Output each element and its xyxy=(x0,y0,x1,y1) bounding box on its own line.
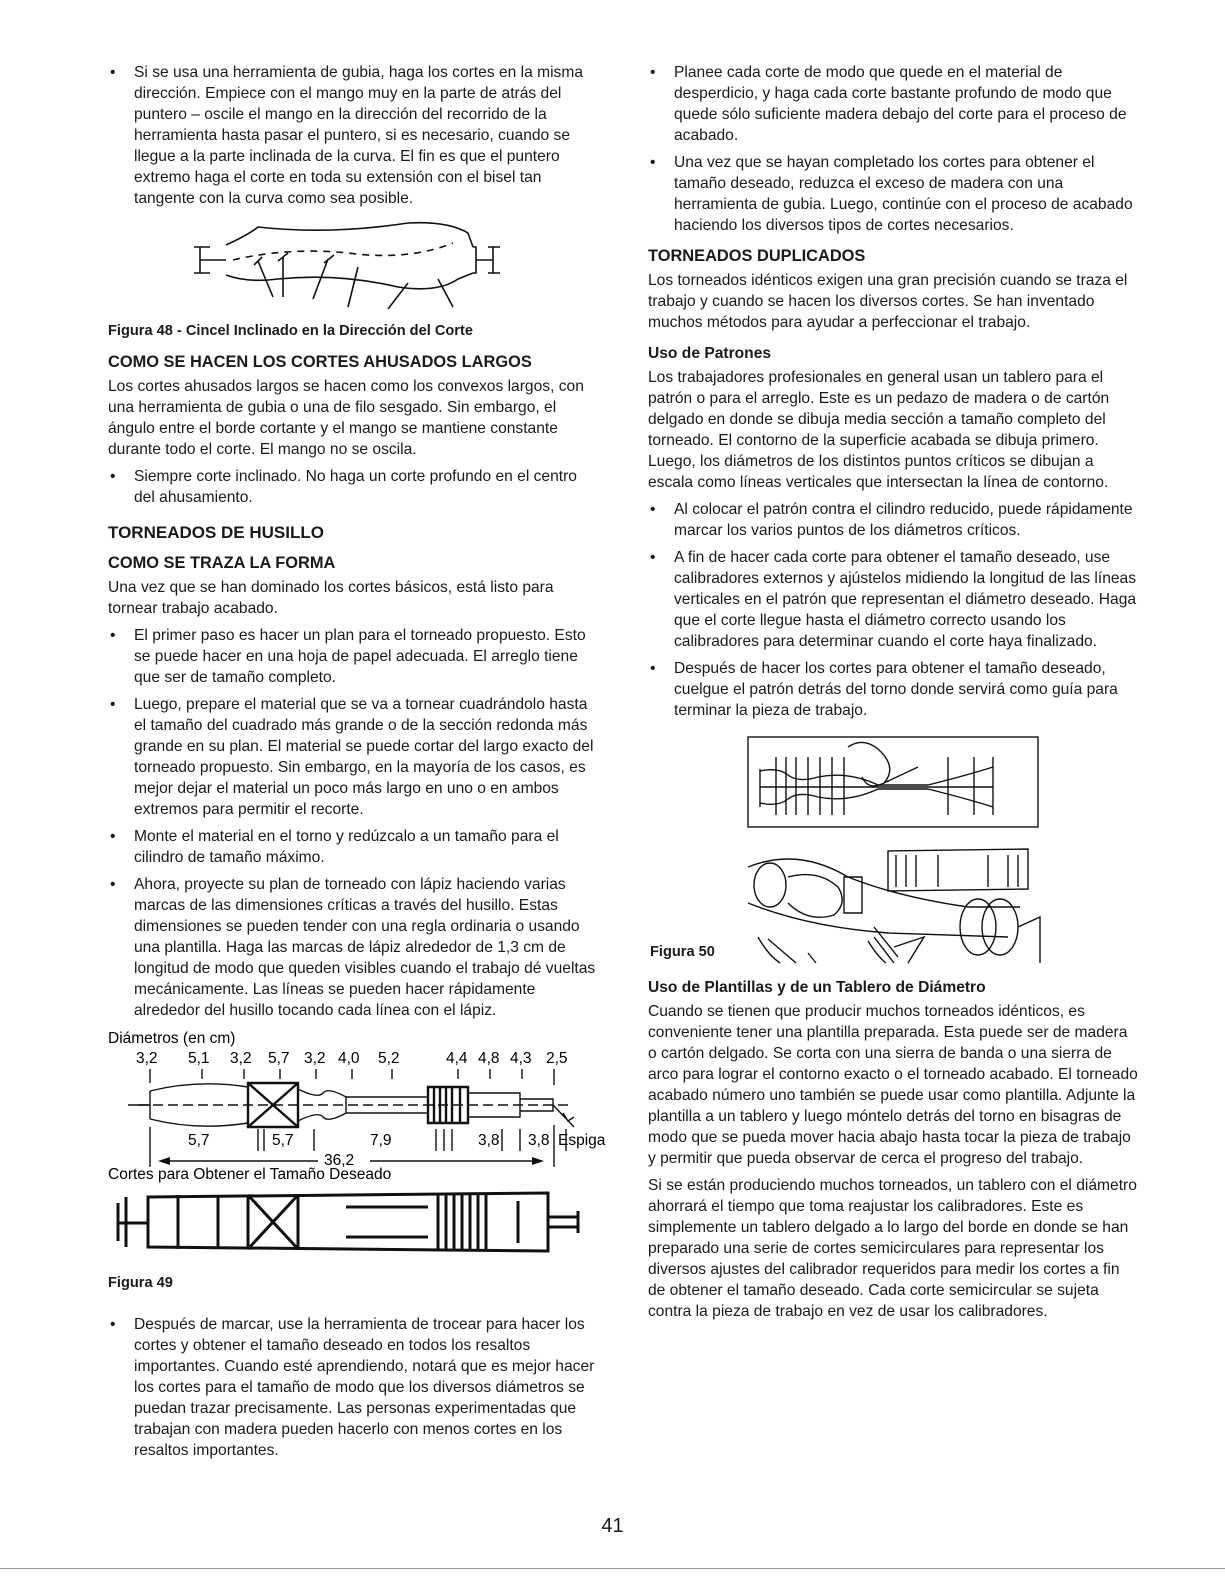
figure-50-lathe-illustration xyxy=(648,727,1140,967)
diameter-value: 4,3 xyxy=(510,1050,532,1067)
diameter-value: 3,2 xyxy=(304,1050,326,1067)
bullet-list xyxy=(108,625,598,1021)
diameter-value: 3,2 xyxy=(136,1050,158,1067)
cut-diameter-value: 3,8 xyxy=(528,1132,550,1149)
list-item: • Después de hacer los cortes para obtener el tamaño deseado, cuelgue el patrón detrás del torno donde servirá como guía para terminar la pieza de trabajo. xyxy=(648,658,1140,721)
cut-diameter-value: 5,7 xyxy=(272,1132,294,1149)
diameter-value: 2,5 xyxy=(546,1050,568,1067)
page-number: 41 xyxy=(601,1515,624,1537)
diameter-value: 4,8 xyxy=(478,1050,500,1067)
list-item: • Después de marcar, use la herramienta de trocear para hacer los cortes y obtener el tamaño deseado en todos los resaltos importantes. Cuando esté aprendiendo, notará que es mejor hacer los cortes para el tamaño de modo que los diversos diámetros se puedan trazar precisamente. Las personas experimentadas que trabajan con madera pueden hacerlo con menos cortes en los resaltos importantes. xyxy=(108,1314,598,1461)
list-item: • Si se usa una herramienta de gubia, haga los cortes en la misma dirección. Empiece con el mango muy en la parte de atrás del puntero – oscile el mango en la dirección del recorrido de la herramienta hasta pasar el puntero, si es necesario, cuando se llegue a la parte inclinada de la curva. El fin es que el puntero extremo haga el corte en toda su extensión con el bisel tan tangente con la curva como sea posible. xyxy=(108,62,598,209)
cut-diameter-value: 7,9 xyxy=(370,1132,392,1149)
diameter-value: 3,2 xyxy=(230,1050,252,1067)
cut-diameter-value: 3,8 xyxy=(478,1132,500,1149)
bullet-list xyxy=(648,62,1140,236)
heading-plantillas: Uso de Plantillas y de un Tablero de Diámetro xyxy=(648,979,986,996)
heading-ahusados: COMO SE HACEN LOS CORTES AHUSADOS LARGOS xyxy=(108,353,532,371)
list-item: • A fin de hacer cada corte para obtener el tamaño deseado, use calibradores externos y ajústelos midiendo la longitud de las líneas verticales en el patrón que representan el diámetro deseado. Haga que el corte llegue hasta el diámetro correcto usando los calibradores para determinar cuando el corte haya finalizado. xyxy=(648,547,1140,652)
paragraph: Una vez que se han dominado los cortes básicos, está listo para tornear trabajo acabado. xyxy=(108,579,554,617)
heading-husillo: TORNEADOS DE HUSILLO xyxy=(108,523,324,542)
left-column xyxy=(108,62,606,1467)
bullet-list xyxy=(108,466,598,508)
diameter-value: 5,2 xyxy=(378,1050,400,1067)
figure-50 xyxy=(648,727,1140,967)
list-item: • Monte el material en el torno y redúzcalo a un tamaño para el cilindro de tamaño máximo. xyxy=(108,826,598,868)
figure-49-caption: Figura 49 xyxy=(108,1275,173,1291)
cuts-label: Cortes para Obtener el Tamaño Deseado xyxy=(108,1166,392,1183)
total-length: 36,2 xyxy=(324,1152,355,1169)
list-item: • Siempre corte inclinado. No haga un corte profundo en el centro del ahusamiento. xyxy=(108,466,598,508)
paragraph: Los trabajadores profesionales en general usan un tablero para el patrón o para el arreglo. Este es un pedazo de madera o de cartón delgado en donde se dibuja media sección a tamaño completo del torneado. El contorno de la superficie acabada se dibuja primero. Luego, los diámetros de los distintos puntos críticos se dibujan a escala como líneas verticales que intersectan la línea de contorno. xyxy=(648,369,1110,491)
heading-traza: COMO SE TRAZA LA FORMA xyxy=(108,554,336,572)
diameter-value: 5,7 xyxy=(268,1050,290,1067)
figure-49-spindle-diagram xyxy=(108,1027,608,1267)
list-item: • Una vez que se hayan completado los cortes para obtener el tamaño deseado, reduzca el exceso de madera con una herramienta de gubia. Luego, continúe con el proceso de acabado haciendo los diversos tipos de cortes necesarios. xyxy=(648,152,1140,236)
bottom-rule xyxy=(0,1568,1225,1569)
paragraph: Los torneados idénticos exigen una gran precisión cuando se traza el trabajo y cuando se hacen los diversos cortes. Se han inventado muchos métodos para ayudar a perfeccionar el trabajo. xyxy=(648,272,1128,331)
bullet-list xyxy=(108,1314,598,1461)
diameters-title: Diámetros (en cm) xyxy=(108,1030,236,1047)
paragraph: Cuando se tienen que producir muchos torneados idénticos, es conveniente tener una plantilla preparada. Esta puede ser de madera o cartón delgado. Se corta con una sierra de banda o una sierra de arco para lograr el contorno exacto o el torneado acabado. El torneado acabado número uno también se puede usar como plantilla. Adjunte la plantilla a un tablero y luego móntelo detrás del torno en bisagras de modo que se pueda mover hacia abajo hasta tocar la pieza de trabajo y permitir que pueda observar de cerca el progreso del trabajo. xyxy=(648,1003,1138,1167)
figure-50-caption: Figura 50 xyxy=(650,944,715,960)
figure-48-caption: Figura 48 - Cincel Inclinado en la Dirección del Corte xyxy=(108,323,473,339)
paragraph: Los cortes ahusados largos se hacen como los convexos largos, con una herramienta de gubia o una de filo sesgado. Sin embargo, el ángulo entre el borde cortante y el mango se mantiene constante durante todo el corte. El mango no se oscila. xyxy=(108,378,584,458)
list-item: • Al colocar el patrón contra el cilindro reducido, puede rápidamente marcar los varios puntos de los diámetros críticos. xyxy=(648,499,1140,541)
list-item: • Luego, prepare el material que se va a tornear cuadrándolo hasta el tamaño del cuadrado más grande o de la sección redonda más grande en su plan. El material se puede cortar del largo exacto del torneado propuesto. Sin embargo, en la mayoría de los casos, es mejor dejar el material un poco más largo en uno o en ambos extremos para permitir el recorte. xyxy=(108,694,598,820)
list-item: • Ahora, proyecte su plan de torneado con lápiz haciendo varias marcas de las dimensiones críticas a través del husillo. Estas dimensiones se pueden tender con una regla ordinaria o usando una plantilla. Haga las marcas de lápiz alrededor de 1,3 cm de longitud de modo que queden visibles cuando el trabajo dé vueltas mecánicamente. Las líneas se pueden hacer rápidamente alrededor del husillo tocando cada línea con el lápiz. xyxy=(108,874,598,1021)
diameter-value: 4,4 xyxy=(446,1050,468,1067)
heading-duplicados: TORNEADOS DUPLICADOS xyxy=(648,247,866,265)
espiga-label: Espiga xyxy=(558,1132,606,1149)
bullet-list xyxy=(648,499,1140,721)
bullet-list xyxy=(108,62,598,209)
list-item: • Planee cada corte de modo que quede en el material de desperdicio, y haga cada corte bastante profundo de modo que quede sólo suficiente madera debajo del corte para el proceso de acabado. xyxy=(648,62,1140,146)
paragraph: Si se están produciendo muchos torneados, un tablero con el diámetro ahorrará el tiempo que toma reajustar los calibradores. Este es simplemente un tablero delgado a lo largo del borde en donde se han preparado una serie de cortes semicirculares para representar los diversos ajustes del calibrador requeridos para medir los cortes a fin de obtener el tamaño deseado. Cada corte semicircular se sujeta contra la pieza de trabajo en vez de usar los calibradores. xyxy=(648,1177,1137,1320)
figure-48-chisel-diagram xyxy=(108,217,598,317)
diameter-value: 4,0 xyxy=(338,1050,360,1067)
diameter-value: 5,1 xyxy=(188,1050,210,1067)
cut-diameter-value: 5,7 xyxy=(188,1132,210,1149)
heading-patrones: Uso de Patrones xyxy=(648,345,772,362)
list-item: • El primer paso es hacer un plan para el torneado propuesto. Esto se puede hacer en una hoja de papel adecuada. El arreglo tiene que ser de tamaño completo. xyxy=(108,625,598,688)
right-column xyxy=(648,62,1140,1328)
